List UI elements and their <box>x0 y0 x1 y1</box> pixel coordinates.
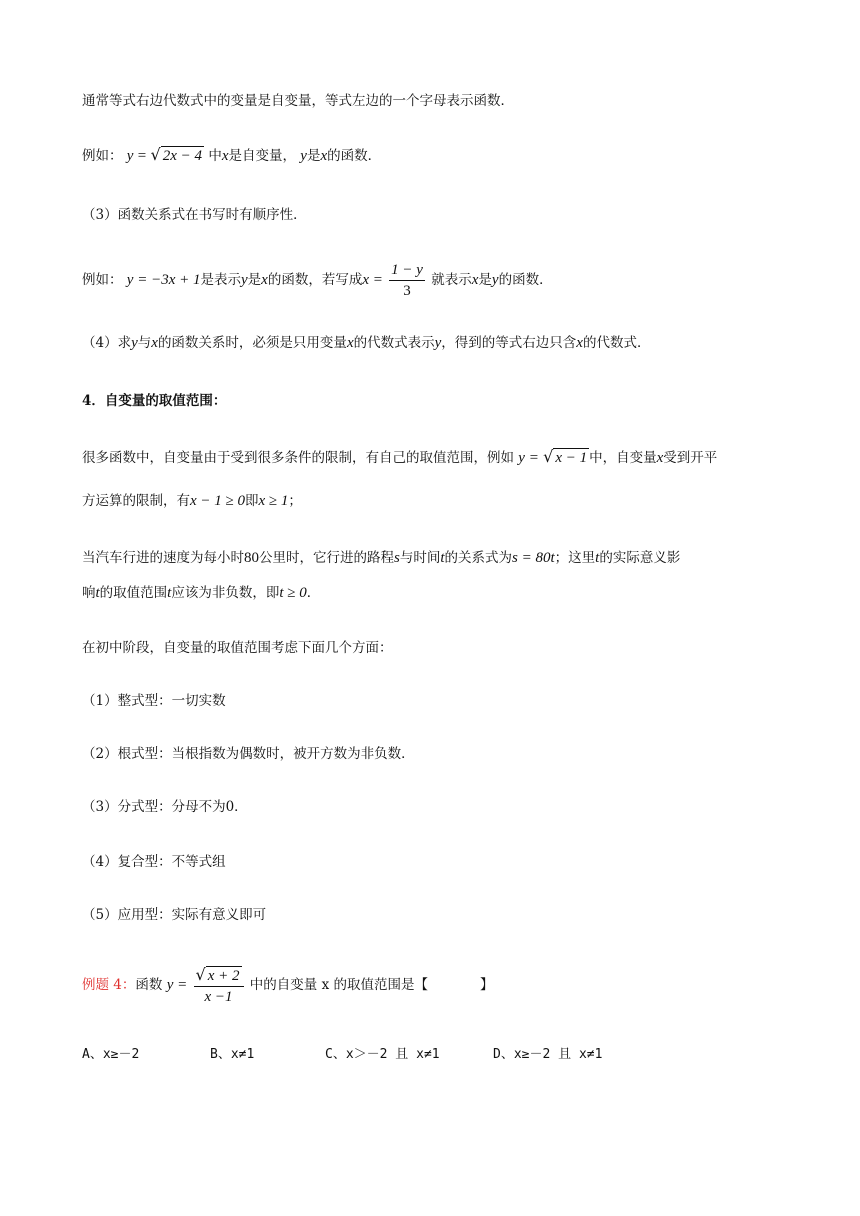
text: 的取值范围 <box>99 585 168 601</box>
option-b[interactable]: B、x≠1 <box>210 1047 255 1062</box>
section-heading: 4．自变量的取值范围： <box>82 393 227 409</box>
text: 是表示 <box>200 272 241 288</box>
equation: s = 80t <box>512 550 555 566</box>
option-d[interactable]: D、x≥－2 且 x≠1 <box>493 1047 603 1062</box>
radical-sign: √ <box>543 447 554 466</box>
var-x: x <box>221 148 229 164</box>
var-s: s <box>394 550 400 566</box>
text: 的代数式表示 <box>353 335 435 351</box>
text: 就表示 <box>431 272 472 288</box>
inequality: t ≥ 0 <box>279 585 307 601</box>
sqrt-expression <box>196 966 242 985</box>
var-x: x <box>261 272 268 288</box>
option-c[interactable]: C、x＞－2 且 x≠1 <box>325 1047 440 1062</box>
text: ； <box>288 493 302 509</box>
equation: y = −3x + 1 <box>126 272 201 288</box>
text: 是 <box>478 272 492 288</box>
var-y: y <box>300 148 307 164</box>
text: 方运算的限制，有 <box>82 493 190 509</box>
var-x: x <box>151 335 158 351</box>
text: （4）求 <box>82 335 132 351</box>
item-order: （3）函数关系式在书写时有顺序性． <box>82 207 307 223</box>
list-item: （1）整式型：一切实数 <box>82 693 226 709</box>
equation-lhs: y = <box>518 450 539 466</box>
text: 响 <box>82 585 96 601</box>
example-sqrt-function <box>82 146 381 166</box>
denominator: 3 <box>403 283 411 299</box>
option-a[interactable]: A、x≥－2 <box>82 1047 140 1062</box>
var-y: y <box>434 335 442 351</box>
paragraph-variable-definition: 通常等式右边代数式中的变量是自变量，等式左边的一个字母表示函数． <box>82 93 514 109</box>
radicand: 2x − 4 <box>162 148 203 164</box>
text: 的函数． <box>498 272 553 288</box>
sqrt-expression <box>543 448 589 467</box>
text: 的函数关系时，必须是只用变量 <box>157 335 347 351</box>
text: 】 <box>480 977 494 993</box>
radical-sign: √ <box>195 964 206 984</box>
item-relation <box>82 333 650 353</box>
paragraph-car-example <box>82 548 680 568</box>
list-item: （4）复合型：不等式组 <box>82 854 226 870</box>
example-question <box>82 963 494 1007</box>
text: 的函数，若写成 <box>267 272 363 288</box>
text: 中，自变量 <box>589 450 657 466</box>
example-prefix: 例如： <box>82 272 123 288</box>
example-fraction-function <box>82 260 553 300</box>
text: 是自变量， <box>228 148 296 164</box>
text: ，得到的等式右边只含 <box>441 335 577 351</box>
fraction <box>389 261 425 300</box>
var-y: y <box>240 272 248 288</box>
text: 的实际意义影 <box>599 550 681 566</box>
text: 即 <box>245 493 259 509</box>
numerator: 1 − y <box>389 261 425 281</box>
paragraph-car-example-cont <box>82 583 320 603</box>
fraction-lhs: x = <box>362 272 383 288</box>
var-y: y <box>126 148 134 164</box>
paragraph-junior-stage: 在初中阶段，自变量的取值范围考虑下面几个方面： <box>82 640 393 656</box>
denominator: x −1 <box>204 988 233 1005</box>
text: 的函数． <box>327 148 382 164</box>
var-t: t <box>167 585 172 601</box>
var-y: y <box>131 335 138 351</box>
paragraph-domain-intro <box>82 448 717 468</box>
radicand: x − 1 <box>555 450 588 466</box>
numerator <box>194 966 244 987</box>
var-t: t <box>95 585 100 601</box>
var-t: t <box>440 550 445 566</box>
fraction <box>194 966 244 1006</box>
var-x: x <box>471 272 479 288</box>
text: 的代数式． <box>582 335 651 351</box>
example-label: 例题 4： <box>82 977 136 993</box>
var-y: y <box>491 272 499 288</box>
inequality: x ≥ 1 <box>258 493 289 509</box>
number: 80 <box>244 550 259 566</box>
var-x: x <box>320 148 328 164</box>
var-x: x <box>346 335 354 351</box>
radical-sign: √ <box>150 145 161 164</box>
text: 应该为非负数，即 <box>171 585 280 601</box>
text: 当汽车行进的速度为每小时 <box>82 550 244 566</box>
text: 与 <box>137 335 152 351</box>
example-prefix: 例如： <box>82 148 123 164</box>
text: 很多函数中，自变量由于受到很多条件的限制，有自己的取值范围，例如 <box>82 450 514 466</box>
var-x: x <box>656 450 664 466</box>
text: 中的自变量 x 的取值范围是【 <box>249 977 428 993</box>
text: 函数 <box>135 977 163 993</box>
text: 受到开平 <box>663 450 718 466</box>
equation-lhs: y = <box>166 977 188 993</box>
inequality: x − 1 ≥ 0 <box>190 493 246 509</box>
text: ． <box>306 585 321 601</box>
var-x: x <box>576 335 583 351</box>
equals-sign: = <box>137 148 147 164</box>
list-item: （3）分式型：分母不为0． <box>82 799 248 815</box>
text: 是 <box>306 148 321 164</box>
paragraph-domain-intro-cont <box>82 491 302 511</box>
var-t: t <box>595 550 600 566</box>
sqrt-expression <box>151 146 204 165</box>
list-item: （2）根式型：当根指数为偶数时，被开方数为非负数． <box>82 746 415 762</box>
text: 公里时，它行进的路程 <box>259 550 394 566</box>
text: 是 <box>247 272 262 288</box>
list-item: （5）应用型：实际有意义即可 <box>82 907 267 923</box>
text: 的关系式为 <box>444 550 513 566</box>
radicand: x + 2 <box>207 967 240 984</box>
text: 中 <box>208 148 222 164</box>
text: ；这里 <box>554 550 596 566</box>
text: 与时间 <box>399 550 441 566</box>
